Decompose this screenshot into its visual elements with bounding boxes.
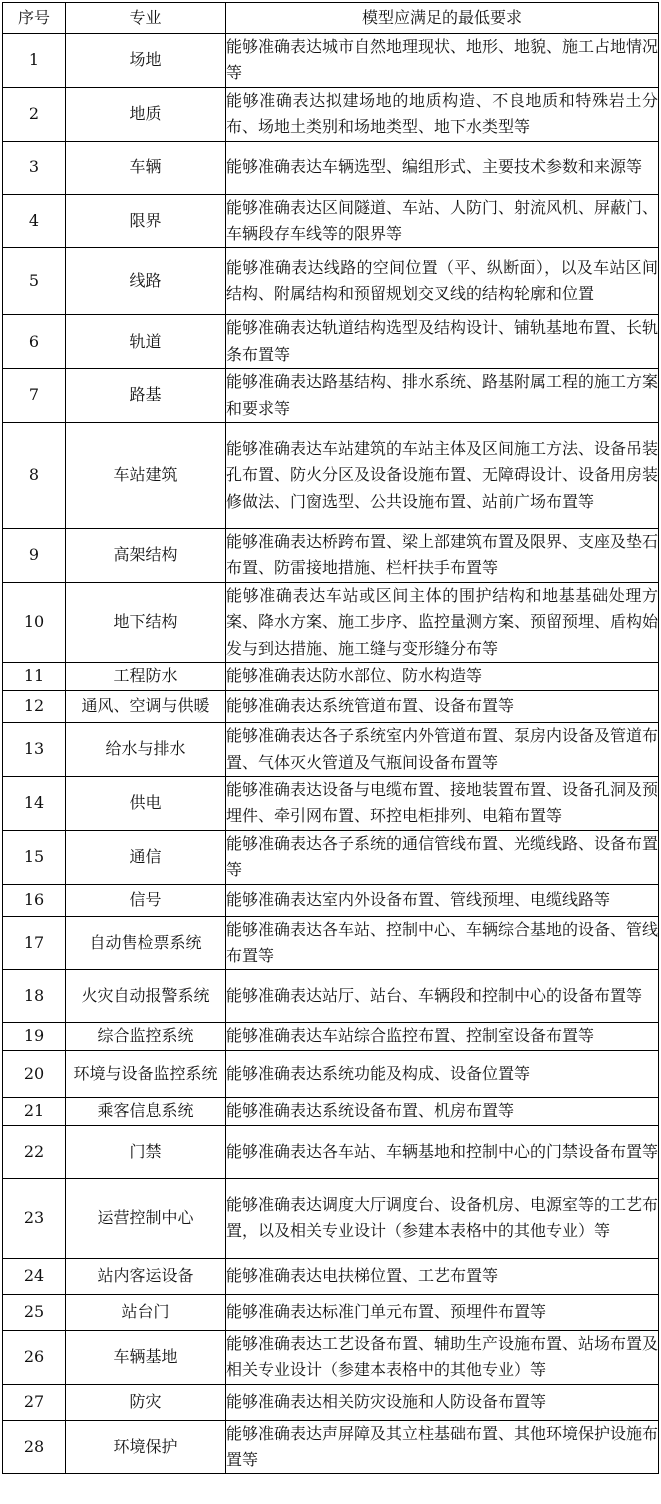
row-number: 16 [3,884,66,916]
row-specialty: 地下结构 [66,582,226,662]
requirements-table [2,2,659,1474]
row-requirement: 能够准确表达室内外设备布置、管线预埋、电缆线路等 [226,884,659,916]
row-requirement: 能够准确表达站厅、站台、车辆段和控制中心的设备布置等 [226,970,659,1023]
row-number: 24 [3,1258,66,1294]
table-row [3,1178,659,1258]
row-number: 27 [3,1384,66,1420]
row-number: 21 [3,1097,66,1125]
row-requirement: 能够准确表达各子系统的通信管线布置、光缆线路、设备布置等 [226,830,659,884]
table-row [3,423,659,529]
row-requirement: 能够准确表达车站综合监控布置、控制室设备布置等 [226,1023,659,1050]
row-number: 10 [3,582,66,662]
table-row [3,141,659,194]
row-specialty: 火灾自动报警系统 [66,970,226,1023]
row-requirement: 能够准确表达工艺设备布置、辅助生产设施布置、站场布置及相关专业设计（参建本表格中的其他专业）等 [226,1330,659,1384]
row-requirement: 能够准确表达轨道结构选型及结构设计、铺轨基地布置、长轨条布置等 [226,315,659,369]
table-row [3,34,659,88]
row-specialty: 信号 [66,884,226,916]
row-number: 20 [3,1050,66,1097]
row-number: 23 [3,1178,66,1258]
table-row [3,1294,659,1330]
header-row [3,3,659,34]
row-requirement: 能够准确表达拟建场地的地质构造、不良地质和特殊岩土分布、场地土类别和场地类型、地下水类型等 [226,87,659,141]
row-requirement: 能够准确表达区间隧道、车站、人防门、射流风机、屏蔽门、车辆段存车线等的限界等 [226,194,659,248]
row-requirement: 能够准确表达系统管道布置、设备布置等 [226,691,659,723]
row-specialty: 环境与设备监控系统 [66,1050,226,1097]
row-specialty: 站台门 [66,1294,226,1330]
row-requirement: 能够准确表达车辆选型、编组形式、主要技术参数和来源等 [226,141,659,194]
row-number: 14 [3,776,66,830]
table-row [3,1097,659,1125]
row-specialty: 环境保护 [66,1420,226,1474]
table-row [3,1330,659,1384]
row-requirement: 能够准确表达各车站、车辆基地和控制中心的门禁设备布置等 [226,1125,659,1178]
row-number: 1 [3,34,66,88]
row-requirement: 能够准确表达系统功能及构成、设备位置等 [226,1050,659,1097]
table-row [3,916,659,970]
row-requirement: 能够准确表达防水部位、防水构造等 [226,663,659,691]
row-requirement: 能够准确表达相关防灾设施和人防设备布置等 [226,1384,659,1420]
row-requirement: 能够准确表达车站建筑的车站主体及区间施工方法、设备吊装孔布置、防火分区及设备设施布置、无障碍设计、设备用房装修做法、门窗选型、公共设施布置、站前广场布置等 [226,423,659,529]
row-requirement: 能够准确表达电扶梯位置、工艺布置等 [226,1258,659,1294]
row-number: 3 [3,141,66,194]
row-number: 11 [3,663,66,691]
row-specialty: 车辆基地 [66,1330,226,1384]
row-requirement: 能够准确表达声屏障及其立柱基础布置、其他环境保护设施布置等 [226,1420,659,1474]
row-specialty: 高架结构 [66,529,226,583]
table-row [3,315,659,369]
row-number: 9 [3,529,66,583]
row-requirement: 能够准确表达车站或区间主体的围护结构和地基基础处理方案、降水方案、施工步序、监控量测方案、预留预埋、盾构始发与到达措施、施工缝与变形缝分布等 [226,582,659,662]
row-specialty: 自动售检票系统 [66,916,226,970]
table-row [3,248,659,315]
row-specialty: 工程防水 [66,663,226,691]
table-row [3,87,659,141]
row-number: 22 [3,1125,66,1178]
row-specialty: 运营控制中心 [66,1178,226,1258]
row-requirement: 能够准确表达调度大厅调度台、设备机房、电源室等的工艺布置，以及相关专业设计（参建本表格中的其他专业）等 [226,1178,659,1258]
table-row [3,776,659,830]
table-row [3,830,659,884]
row-requirement: 能够准确表达设备与电缆布置、接地装置布置、设备孔洞及预埋件、牵引网布置、环控电柜排列、电箱布置等 [226,776,659,830]
row-number: 12 [3,691,66,723]
row-number: 8 [3,423,66,529]
row-specialty: 供电 [66,776,226,830]
row-requirement: 能够准确表达城市自然地理现状、地形、地貌、施工占地情况等 [226,34,659,88]
row-number: 6 [3,315,66,369]
header-requirement: 模型应满足的最低要求 [226,3,659,34]
table-body [3,34,659,1474]
table-row [3,194,659,248]
row-specialty: 乘客信息系统 [66,1097,226,1125]
table-row [3,691,659,723]
row-number: 13 [3,723,66,777]
row-specialty: 线路 [66,248,226,315]
table-row [3,1384,659,1420]
table-row [3,1258,659,1294]
header-no: 序号 [3,3,66,34]
table-row [3,723,659,777]
row-number: 7 [3,369,66,423]
table-row [3,369,659,423]
table-row [3,1023,659,1050]
table-row [3,970,659,1023]
row-requirement: 能够准确表达线路的空间位置（平、纵断面），以及车站区间结构、附属结构和预留规划交叉线的结构轮廓和位置 [226,248,659,315]
row-specialty: 给水与排水 [66,723,226,777]
row-specialty: 限界 [66,194,226,248]
row-number: 5 [3,248,66,315]
table-row [3,1125,659,1178]
table-row [3,582,659,662]
row-specialty: 防灾 [66,1384,226,1420]
row-specialty: 站内客运设备 [66,1258,226,1294]
row-requirement: 能够准确表达路基结构、排水系统、路基附属工程的施工方案和要求等 [226,369,659,423]
row-specialty: 轨道 [66,315,226,369]
table-row [3,1420,659,1474]
row-specialty: 综合监控系统 [66,1023,226,1050]
row-specialty: 路基 [66,369,226,423]
table-row [3,529,659,583]
row-specialty: 通信 [66,830,226,884]
row-requirement: 能够准确表达各子系统室内外管道布置、泵房内设备及管道布置、气体灭火管道及气瓶间设备布置等 [226,723,659,777]
row-number: 15 [3,830,66,884]
row-requirement: 能够准确表达标准门单元布置、预埋件布置等 [226,1294,659,1330]
row-number: 18 [3,970,66,1023]
row-number: 2 [3,87,66,141]
table-header [3,3,659,34]
row-requirement: 能够准确表达系统设备布置、机房布置等 [226,1097,659,1125]
row-requirement: 能够准确表达桥跨布置、梁上部建筑布置及限界、支座及垫石布置、防雷接地措施、栏杆扶手布置等 [226,529,659,583]
table-row [3,884,659,916]
table-row [3,1050,659,1097]
table-row [3,663,659,691]
row-specialty: 通风、空调与供暖 [66,691,226,723]
row-specialty: 车站建筑 [66,423,226,529]
row-number: 19 [3,1023,66,1050]
row-number: 25 [3,1294,66,1330]
row-specialty: 门禁 [66,1125,226,1178]
row-number: 26 [3,1330,66,1384]
row-specialty: 车辆 [66,141,226,194]
row-specialty: 地质 [66,87,226,141]
row-number: 4 [3,194,66,248]
header-specialty: 专业 [66,3,226,34]
row-specialty: 场地 [66,34,226,88]
row-number: 28 [3,1420,66,1474]
row-requirement: 能够准确表达各车站、控制中心、车辆综合基地的设备、管线布置等 [226,916,659,970]
page [0,2,661,1474]
row-number: 17 [3,916,66,970]
